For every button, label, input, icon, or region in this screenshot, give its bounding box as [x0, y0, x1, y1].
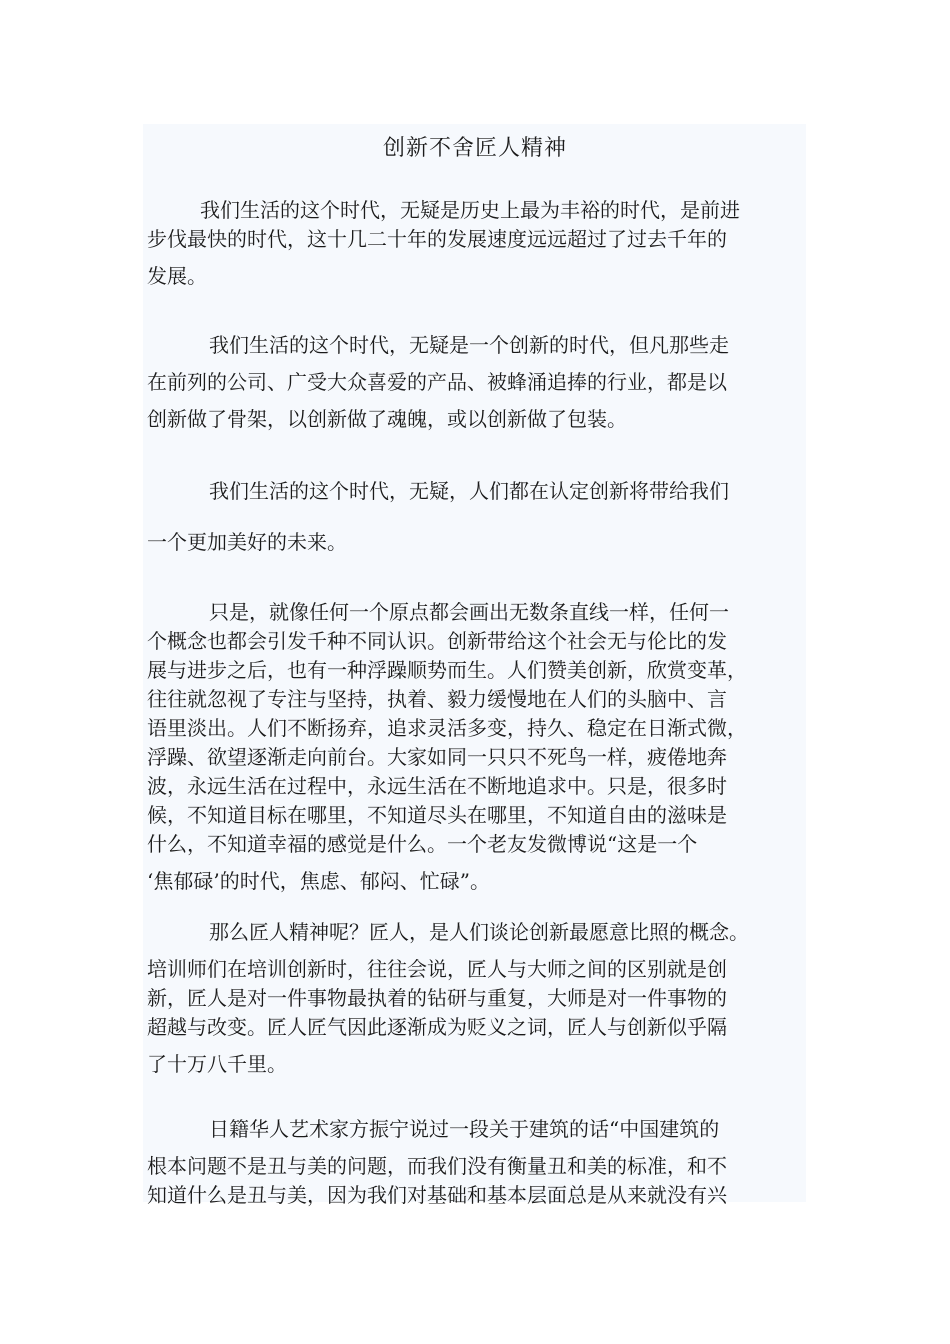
paragraph-line: 步伐最快的时代，这十几二十年的发展速度远远超过了过去千年的 [147, 227, 727, 251]
paragraph-line: 语里淡出。人们不断扬弃，追求灵活多变，持久、稳定在日渐式微， [147, 716, 747, 740]
paragraph-line: 什么，不知道幸福的感觉是什么。一个老友发微博说“这是一个 [147, 832, 698, 856]
paragraph-line: 我们生活的这个时代，无疑，人们都在认定创新将带给我们 [209, 479, 729, 503]
paragraph-1 [147, 196, 950, 291]
paragraph-line: 知道什么是丑与美，因为我们对基础和基本层面总是从来就没有兴 [147, 1183, 727, 1207]
paragraph-line: 在前列的公司、广受大众喜爱的产品、被蜂涌追捧的行业，都是以 [147, 370, 727, 394]
paragraph-line: 新，匠人是对一件事物最执着的钻研与重复，大师是对一件事物的 [147, 986, 727, 1010]
paragraph-line: ‘焦郁碌’的时代，焦虑、郁闷、忙碌”。 [147, 869, 490, 893]
paragraph-line: 展与进步之后，也有一种浮躁顺势而生。人们赞美创新，欣赏变革， [147, 658, 747, 682]
paragraph-line: 我们生活的这个时代，无疑是历史上最为丰裕的时代，是前进 [200, 198, 740, 222]
paragraph-line: 波，永远生活在过程中，永远生活在不断地追求中。只是，很多时 [147, 774, 727, 798]
paragraph-line: 培训师们在培训创新时，往往会说，匠人与大师之间的区别就是创 [147, 957, 727, 981]
paragraph-line: 创新做了骨架，以创新做了魂魄，或以创新做了包装。 [147, 407, 627, 431]
paragraph-line: 根本问题不是丑与美的问题，而我们没有衡量丑和美的标准，和不 [147, 1154, 727, 1178]
paragraph-line: 往往就忽视了专注与坚持，执着、毅力缓慢地在人们的头脑中、言 [147, 687, 727, 711]
paragraph-2 [147, 331, 950, 434]
paragraph-line: 只是，就像任何一个原点都会画出无数条直线一样，任何一 [209, 600, 729, 624]
paragraph-line: 了十万八千里。 [147, 1052, 287, 1076]
paragraph-5 [147, 918, 950, 1079]
paragraph-4 [147, 598, 950, 896]
paragraph-line: 发展。 [147, 264, 207, 288]
paragraph-line: 我们生活的这个时代，无疑是一个创新的时代，但凡那些走 [209, 333, 729, 357]
document-title: 创新不舍匠人精神 [382, 136, 567, 161]
paragraph-6 [147, 1115, 950, 1210]
paragraph-line: 那么匠人精神呢？匠人，是人们谈论创新最愿意比照的概念。 [209, 920, 749, 944]
paragraph-line: 超越与改变。匠人匠气因此逐渐成为贬义之词，匠人与创新似乎隔 [147, 1015, 727, 1039]
paragraph-line: 日籍华人艺术家方振宁说过一段关于建筑的话“中国建筑的 [209, 1117, 720, 1141]
paragraph-line: 一个更加美好的未来。 [147, 530, 347, 554]
paragraph-3 [147, 477, 950, 557]
paragraph-line: 个概念也都会引发千种不同认识。创新带给这个社会无与伦比的发 [147, 629, 727, 653]
paragraph-line: 候，不知道目标在哪里，不知道尽头在哪里，不知道自由的滋味是 [147, 803, 727, 827]
paragraph-line: 浮躁、欲望逐渐走向前台。大家如同一只只不死鸟一样，疲倦地奔 [147, 745, 727, 769]
